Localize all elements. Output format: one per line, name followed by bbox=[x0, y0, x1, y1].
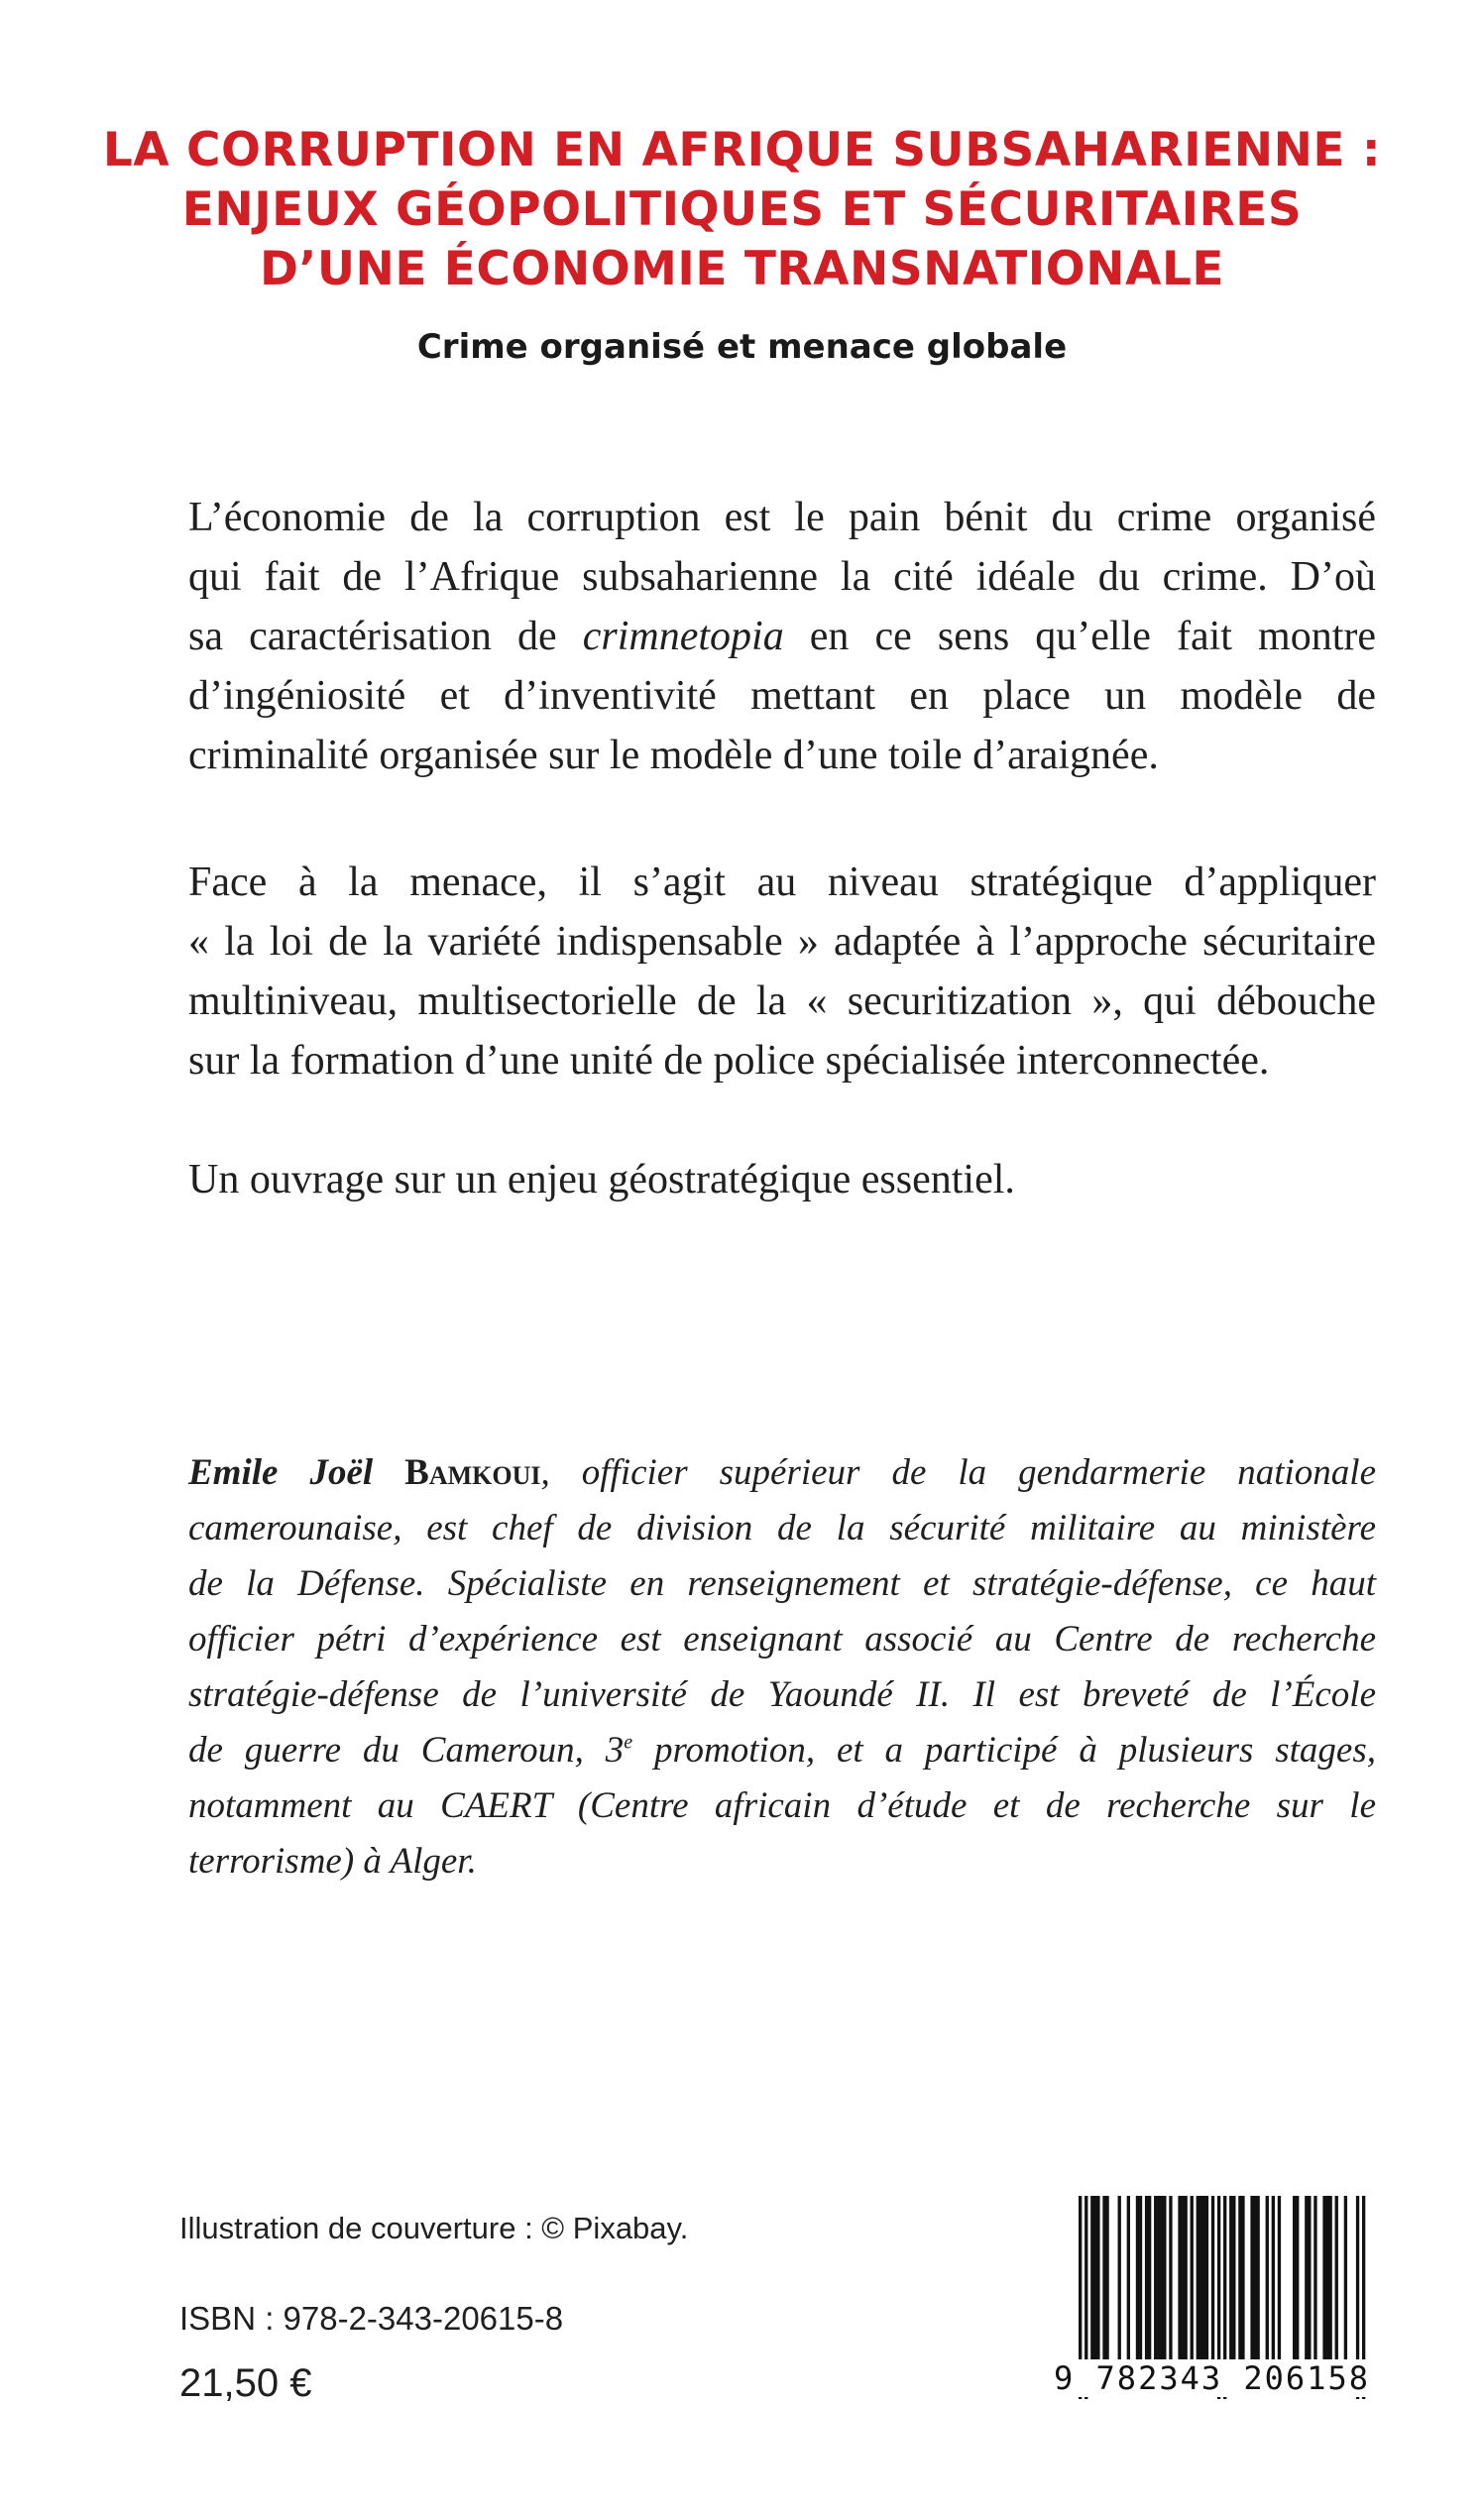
barcode-bar bbox=[1184, 2196, 1187, 2362]
barcode-bar bbox=[1127, 2196, 1130, 2362]
barcode-bar bbox=[1191, 2196, 1194, 2362]
summary-paragraph-2 bbox=[188, 853, 1376, 1090]
summary-p2-line: « la loi de la variété indispensable » adaptée à l’approche sécuritaire bbox=[188, 919, 1376, 965]
barcode-bar bbox=[1232, 2196, 1235, 2362]
author-bio-line: stratégie-défense de l’université de Yaoundé II. Il est breveté de l’École bbox=[188, 1674, 1376, 1715]
barcode-bar bbox=[1163, 2196, 1166, 2362]
barcode-bar bbox=[1139, 2196, 1142, 2362]
barcode-bar bbox=[1145, 2196, 1148, 2362]
barcode-bar bbox=[1181, 2196, 1184, 2362]
barcode-bar bbox=[1344, 2196, 1347, 2362]
summary-p2-line: multiniveau, multisectorielle de la « securitization », qui débouche bbox=[188, 978, 1376, 1024]
barcode-bar bbox=[1105, 2196, 1108, 2362]
barcode-bar bbox=[1160, 2196, 1163, 2362]
barcode-bar bbox=[1328, 2196, 1331, 2362]
summary-p1-text: sa caractérisation de bbox=[188, 614, 583, 659]
barcode-bar bbox=[1197, 2196, 1199, 2362]
barcode-bar bbox=[1322, 2196, 1325, 2362]
cover-illustration-credit: Illustration de couverture : © Pixabay. bbox=[179, 2211, 689, 2245]
barcode-bar bbox=[1096, 2196, 1099, 2362]
barcode-bar bbox=[1250, 2196, 1253, 2362]
author-bio-line: notamment au CAERT (Centre africain d’étude et de recherche sur le bbox=[188, 1785, 1376, 1826]
author-bio-text: de guerre du Cameroun, 3 bbox=[188, 1730, 625, 1771]
barcode-bar bbox=[1102, 2196, 1105, 2362]
author-bio-line: de la Défense. Spécialiste en renseignement et stratégie-défense, ce haut bbox=[188, 1563, 1376, 1604]
summary-p1-line bbox=[188, 607, 1376, 666]
summary-p1-line: qui fait de l’Afrique subsaharienne la cité idéale du crime. D’où bbox=[188, 554, 1376, 600]
barcode-bar bbox=[1238, 2196, 1241, 2362]
barcode-bar bbox=[1148, 2196, 1151, 2362]
barcode-bar bbox=[1118, 2196, 1121, 2362]
author-bio-line: officier pétri d’expérience est enseignant associé au Centre de recherche bbox=[188, 1619, 1376, 1660]
barcode-bar bbox=[1205, 2196, 1208, 2362]
barcode-bar bbox=[1154, 2196, 1157, 2362]
ordinal-superscript: e bbox=[624, 1731, 633, 1754]
book-title-line-2: ENJEUX GÉOPOLITIQUES ET SÉCURITAIRES bbox=[181, 182, 1303, 237]
barcode-bar bbox=[1266, 2196, 1269, 2362]
summary-p1-line: criminalité organisée sur le modèle d’une toile d’araignée. bbox=[188, 733, 1159, 778]
summary-p2-line: sur la formation d’une unité de police spécialisée interconnectée. bbox=[188, 1038, 1270, 1084]
barcode-bar bbox=[1202, 2196, 1205, 2362]
barcode-bar bbox=[1090, 2196, 1093, 2362]
author-bio-line bbox=[188, 1445, 1376, 1501]
summary-paragraph-1 bbox=[188, 488, 1376, 785]
author-bio-line: terrorisme) à Alger. bbox=[188, 1841, 477, 1882]
barcode-bar bbox=[1253, 2196, 1256, 2362]
barcode-bar bbox=[1293, 2196, 1296, 2362]
author-bio-line bbox=[188, 1723, 1376, 1778]
barcode-bar bbox=[1308, 2196, 1311, 2362]
barcode-bar bbox=[1278, 2196, 1281, 2362]
author-surname: Bamkoui bbox=[404, 1452, 541, 1493]
barcode-bar bbox=[1305, 2196, 1308, 2362]
isbn-number: ISBN : 978-2-343-20615-8 bbox=[179, 2300, 564, 2337]
barcode-bar bbox=[1325, 2196, 1328, 2362]
barcode-bar bbox=[1169, 2196, 1172, 2362]
title-block bbox=[0, 121, 1484, 369]
barcode-bar bbox=[1211, 2196, 1214, 2362]
summary-p2-line: Face à la menace, il s’agit au niveau stratégique d’appliquer bbox=[188, 859, 1376, 905]
barcode-bar bbox=[1256, 2196, 1259, 2362]
summary-p1-text: en ce sens qu’elle fait montre bbox=[783, 614, 1376, 659]
author-first-name: Emile Joël bbox=[188, 1452, 374, 1493]
author-bio-text: , officier supérieur de la gendarmerie nationale bbox=[540, 1452, 1377, 1493]
author-bio-line: camerounaise, est chef de division de la sécurité militaire au ministère bbox=[188, 1508, 1376, 1548]
barcode-bar bbox=[1136, 2196, 1139, 2362]
barcode-bar bbox=[1199, 2196, 1202, 2362]
summary-paragraph-3 bbox=[188, 1150, 1376, 1209]
barcode-bar bbox=[1335, 2196, 1338, 2362]
barcode-bar bbox=[1241, 2196, 1244, 2362]
barcode-bar bbox=[1157, 2196, 1160, 2362]
author-bio bbox=[188, 1445, 1376, 1890]
book-title-line-1: LA CORRUPTION EN AFRIQUE SUBSAHARIENNE : bbox=[102, 123, 1382, 177]
barcode-bar bbox=[1178, 2196, 1181, 2362]
barcode-bar bbox=[1272, 2196, 1275, 2362]
summary-p1-italic-term: crimnetopia bbox=[582, 614, 784, 659]
book-title-line-3: D’UNE ÉCONOMIE TRANSNATIONALE bbox=[259, 242, 1225, 296]
barcode-digits: 9 782343 206158 bbox=[1041, 2359, 1383, 2397]
book-subtitle: Crime organisé et menace globale bbox=[416, 327, 1068, 367]
summary-p1-line: L’économie de la corruption est le pain bénit du crime organisé bbox=[188, 495, 1376, 540]
summary-p1-line: d’ingéniosité et d’inventivité mettant en place un modèle de bbox=[188, 673, 1376, 719]
barcode-bar bbox=[1229, 2196, 1232, 2362]
summary-p3-line: Un ouvrage sur un enjeu géostratégique essentiel. bbox=[188, 1157, 1015, 1203]
barcode-bar bbox=[1093, 2196, 1096, 2362]
barcode-bar bbox=[1313, 2196, 1316, 2362]
barcode-bar bbox=[1296, 2196, 1299, 2362]
author-bio-text: promotion, et a participé à plusieurs stages, bbox=[632, 1730, 1376, 1771]
book-price: 21,50 € bbox=[179, 2361, 312, 2405]
